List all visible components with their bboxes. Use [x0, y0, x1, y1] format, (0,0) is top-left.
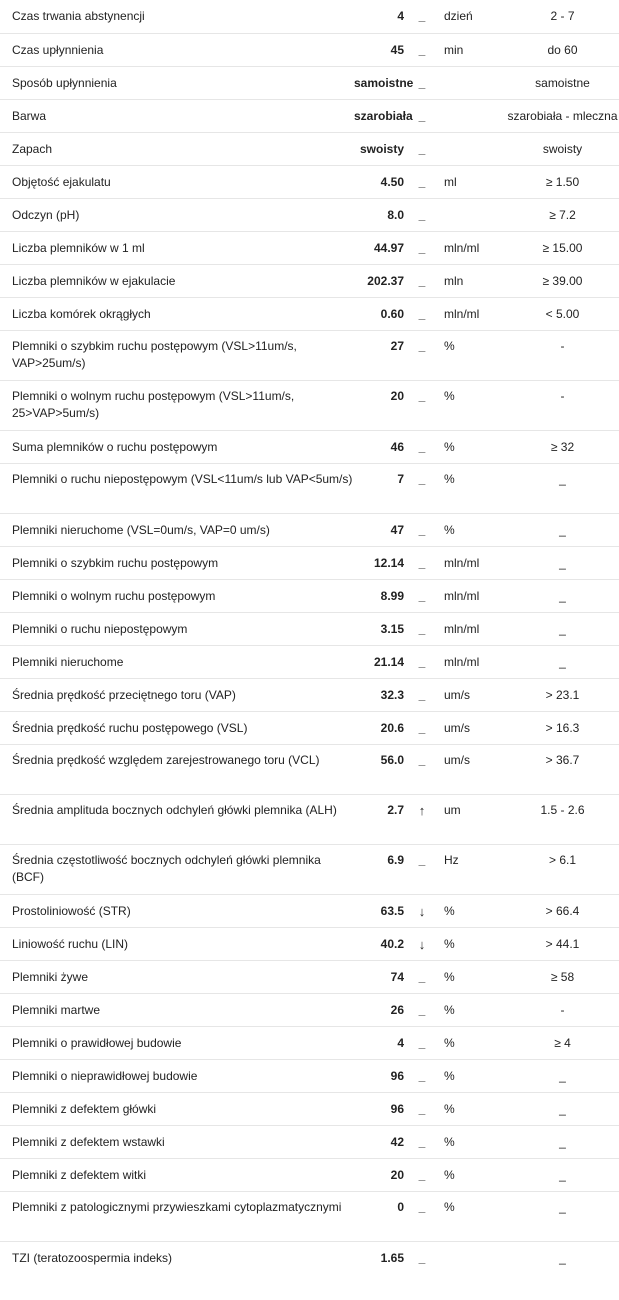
result-value: samoistne — [354, 66, 404, 99]
parameter-name: Średnia prędkość względem zarejestrowanego toru (VCL) — [0, 744, 354, 794]
result-unit: % — [440, 960, 506, 993]
reference-range: _ — [506, 463, 619, 513]
result-unit: % — [440, 513, 506, 546]
parameter-name: Czas trwania abstynencji — [0, 0, 354, 33]
result-value: 2.7 — [354, 794, 404, 844]
reference-range: ≥ 1.50 — [506, 165, 619, 198]
parameter-name: Plemniki o szybkim ruchu postępowym (VSL>11um/s, VAP>25um/s) — [0, 330, 354, 380]
table-row — [0, 463, 619, 513]
parameter-name: Prostoliniowość (STR) — [0, 894, 354, 927]
result-value: 0 — [354, 1191, 404, 1241]
result-unit: % — [440, 330, 506, 380]
result-value: 74 — [354, 960, 404, 993]
parameter-name: Plemniki o nieprawidłowej budowie — [0, 1059, 354, 1092]
result-value: 7 — [354, 463, 404, 513]
result-value: szarobiała — [354, 99, 404, 132]
result-unit: mln/ml — [440, 579, 506, 612]
arrow-up-icon: ↑ — [404, 794, 440, 844]
result-flag: _ — [404, 744, 440, 794]
result-flag: _ — [404, 1026, 440, 1059]
reference-range: 2 - 7 — [506, 0, 619, 33]
table-row — [0, 1191, 619, 1241]
result-flag: _ — [404, 579, 440, 612]
parameter-name: Odczyn (pH) — [0, 198, 354, 231]
parameter-name: Liczba plemników w ejakulacie — [0, 264, 354, 297]
result-flag: _ — [404, 1059, 440, 1092]
reference-range: < 5.00 — [506, 297, 619, 330]
reference-range: > 66.4 — [506, 894, 619, 927]
parameter-name: Plemniki z defektem witki — [0, 1158, 354, 1191]
parameter-name: Plemniki o wolnym ruchu postępowym — [0, 579, 354, 612]
table-row — [0, 198, 619, 231]
table-row — [0, 430, 619, 463]
result-value: 27 — [354, 330, 404, 380]
table-row — [0, 1241, 619, 1274]
result-value: 63.5 — [354, 894, 404, 927]
result-unit — [440, 66, 506, 99]
table-row — [0, 330, 619, 380]
reference-range: > 6.1 — [506, 844, 619, 894]
result-flag: _ — [404, 132, 440, 165]
result-unit: % — [440, 430, 506, 463]
result-flag: _ — [404, 612, 440, 645]
result-flag: _ — [404, 645, 440, 678]
table-row — [0, 894, 619, 927]
reference-range: > 44.1 — [506, 927, 619, 960]
parameter-name: Liczba komórek okrągłych — [0, 297, 354, 330]
reference-range: _ — [506, 645, 619, 678]
result-flag: _ — [404, 1092, 440, 1125]
reference-range: ≥ 7.2 — [506, 198, 619, 231]
reference-range: ≥ 15.00 — [506, 231, 619, 264]
result-value: 46 — [354, 430, 404, 463]
result-flag: _ — [418, 1250, 426, 1265]
result-flag: _ — [404, 264, 440, 297]
table-row — [0, 66, 619, 99]
parameter-name: Barwa — [0, 99, 354, 132]
result-value: 47 — [354, 513, 404, 546]
reference-range: swoisty — [506, 132, 619, 165]
result-flag: _ — [404, 430, 440, 463]
reference-range: - — [506, 993, 619, 1026]
result-unit: mln/ml — [440, 612, 506, 645]
table-row — [0, 927, 619, 960]
parameter-name: Zapach — [0, 132, 354, 165]
reference-range: szarobiała - mleczna — [506, 99, 619, 132]
result-flag: _ — [404, 380, 440, 430]
parameter-name: Liczba plemników w 1 ml — [0, 231, 354, 264]
result-unit: um/s — [440, 678, 506, 711]
result-value: 96 — [354, 1092, 404, 1125]
result-unit: um — [440, 794, 506, 844]
table-row — [0, 380, 619, 430]
result-flag: _ — [404, 678, 440, 711]
result-unit: % — [440, 380, 506, 430]
result-value: 20 — [354, 380, 404, 430]
table-row — [0, 165, 619, 198]
parameter-name: Średnia prędkość przeciętnego toru (VAP) — [0, 678, 354, 711]
reference-range: > 23.1 — [506, 678, 619, 711]
result-flag: _ — [404, 960, 440, 993]
result-flag: _ — [404, 330, 440, 380]
result-unit: mln/ml — [440, 645, 506, 678]
result-unit: ml — [440, 165, 506, 198]
reference-range: > 36.7 — [506, 744, 619, 794]
result-flag: _ — [404, 66, 440, 99]
result-flag: _ — [404, 99, 440, 132]
reference-range: > 16.3 — [506, 711, 619, 744]
parameter-name: Średnia częstotliwość bocznych odchyleń główki plemnika (BCF) — [0, 844, 354, 894]
parameter-name: Plemniki o ruchu niepostępowym (VSL<11um/s lub VAP<5um/s) — [0, 463, 354, 513]
reference-range: ≥ 58 — [506, 960, 619, 993]
table-row — [0, 579, 619, 612]
table-row — [0, 231, 619, 264]
parameter-name: Plemniki martwe — [0, 993, 354, 1026]
parameter-name: Średnia amplituda bocznych odchyleń główki plemnika (ALH) — [0, 794, 354, 844]
result-value: 8.0 — [354, 198, 404, 231]
result-value: 45 — [354, 33, 404, 66]
reference-range: _ — [506, 1092, 619, 1125]
parameter-name: Plemniki z patologicznymi przywieszkami cytoplazmatycznymi — [0, 1191, 354, 1241]
table-row — [0, 546, 619, 579]
result-value: 4.50 — [354, 165, 404, 198]
result-value: 40.2 — [354, 927, 404, 960]
result-value: 0.60 — [354, 297, 404, 330]
table-row — [0, 1158, 619, 1191]
table-row — [0, 794, 619, 844]
result-unit: % — [440, 1092, 506, 1125]
reference-range: - — [506, 330, 619, 380]
result-value: 56.0 — [354, 744, 404, 794]
reference-range: _ — [506, 1158, 619, 1191]
result-unit: % — [440, 1125, 506, 1158]
table-row — [0, 1125, 619, 1158]
result-flag: _ — [404, 844, 440, 894]
result-flag: _ — [404, 546, 440, 579]
result-unit: % — [440, 463, 506, 513]
table-row — [0, 264, 619, 297]
result-value: 202.37 — [354, 264, 404, 297]
result-flag: _ — [404, 711, 440, 744]
result-unit: % — [440, 1059, 506, 1092]
result-unit: % — [440, 894, 506, 927]
reference-range: _ — [506, 612, 619, 645]
table-row — [0, 0, 619, 33]
result-value: 4 — [354, 1026, 404, 1059]
result-value: 96 — [354, 1059, 404, 1092]
table-row — [0, 960, 619, 993]
result-flag: _ — [404, 1125, 440, 1158]
result-unit: Hz — [440, 844, 506, 894]
reference-range: samoistne — [506, 66, 619, 99]
result-unit: mln/ml — [440, 231, 506, 264]
reference-range: _ — [559, 1250, 566, 1265]
result-flag: _ — [404, 993, 440, 1026]
result-flag: _ — [404, 1191, 440, 1241]
result-flag: _ — [404, 0, 440, 33]
table-row — [0, 844, 619, 894]
result-value: 6.9 — [354, 844, 404, 894]
result-unit — [440, 99, 506, 132]
result-unit — [440, 132, 506, 165]
reference-range: ≥ 39.00 — [506, 264, 619, 297]
parameter-name: Plemniki o szybkim ruchu postępowym — [0, 546, 354, 579]
table-row — [0, 1059, 619, 1092]
reference-range: 1.5 - 2.6 — [506, 794, 619, 844]
table-row — [0, 993, 619, 1026]
parameter-name: Plemniki z defektem wstawki — [0, 1125, 354, 1158]
result-unit: mln — [440, 264, 506, 297]
result-unit: min — [440, 33, 506, 66]
result-flag: _ — [404, 33, 440, 66]
result-flag: _ — [404, 231, 440, 264]
parameter-name: Plemniki o wolnym ruchu postępowym (VSL>11um/s, 25>VAP>5um/s) — [0, 380, 354, 430]
result-value: 44.97 — [354, 231, 404, 264]
result-unit: um/s — [440, 711, 506, 744]
table-row — [0, 99, 619, 132]
table-row — [0, 744, 619, 794]
result-value: 8.99 — [354, 579, 404, 612]
reference-range: ≥ 4 — [506, 1026, 619, 1059]
result-unit — [440, 1241, 506, 1274]
arrow-down-icon: ↓ — [404, 927, 440, 960]
table-row — [0, 513, 619, 546]
result-flag: _ — [404, 463, 440, 513]
table-row — [0, 678, 619, 711]
reference-range: _ — [506, 1191, 619, 1241]
table-row — [0, 297, 619, 330]
result-value: 20.6 — [354, 711, 404, 744]
result-value: 26 — [354, 993, 404, 1026]
reference-range: ≥ 32 — [506, 430, 619, 463]
parameter-name: Plemniki nieruchome — [0, 645, 354, 678]
parameter-name: TZI (teratozoospermia indeks) — [12, 1250, 173, 1265]
table-row — [0, 1092, 619, 1125]
parameter-name: Objętość ejakulatu — [0, 165, 354, 198]
parameter-name: Średnia prędkość ruchu postępowego (VSL) — [0, 711, 354, 744]
result-flag: _ — [404, 1158, 440, 1191]
result-unit: mln/ml — [440, 546, 506, 579]
result-flag: _ — [404, 165, 440, 198]
parameter-name: Sposób upłynnienia — [0, 66, 354, 99]
result-value: 1.65 — [380, 1250, 404, 1265]
parameter-name: Czas upłynnienia — [0, 33, 354, 66]
result-value: 12.14 — [354, 546, 404, 579]
result-unit: % — [440, 1026, 506, 1059]
parameter-name: Plemniki nieruchome (VSL=0um/s, VAP=0 um/s) — [0, 513, 354, 546]
reference-range: _ — [506, 546, 619, 579]
reference-range: - — [506, 380, 619, 430]
result-unit: um/s — [440, 744, 506, 794]
result-flag: _ — [404, 297, 440, 330]
result-value: 42 — [354, 1125, 404, 1158]
parameter-name: Plemniki o ruchu niepostępowym — [0, 612, 354, 645]
reference-range: _ — [506, 1059, 619, 1092]
reference-range: _ — [506, 1125, 619, 1158]
parameter-name: Plemniki żywe — [0, 960, 354, 993]
result-value: swoisty — [354, 132, 404, 165]
result-unit — [440, 198, 506, 231]
parameter-name: Plemniki o prawidłowej budowie — [0, 1026, 354, 1059]
arrow-down-icon: ↓ — [404, 894, 440, 927]
reference-range: do 60 — [506, 33, 619, 66]
result-flag: _ — [404, 198, 440, 231]
result-unit: mln/ml — [440, 297, 506, 330]
result-unit: dzień — [440, 0, 506, 33]
parameter-name: Suma plemników o ruchu postępowym — [0, 430, 354, 463]
result-value: 21.14 — [354, 645, 404, 678]
result-unit: % — [440, 927, 506, 960]
result-flag: _ — [404, 513, 440, 546]
result-value: 32.3 — [354, 678, 404, 711]
result-unit: % — [440, 1191, 506, 1241]
table-row — [0, 711, 619, 744]
table-row — [0, 132, 619, 165]
result-unit: % — [440, 1158, 506, 1191]
table-row — [0, 645, 619, 678]
result-value: 4 — [354, 0, 404, 33]
parameter-name: Liniowość ruchu (LIN) — [0, 927, 354, 960]
parameter-name: Plemniki z defektem główki — [0, 1092, 354, 1125]
result-value: 3.15 — [354, 612, 404, 645]
table-row — [0, 33, 619, 66]
reference-range: _ — [506, 579, 619, 612]
result-value: 20 — [354, 1158, 404, 1191]
reference-range: _ — [506, 513, 619, 546]
result-unit: % — [440, 993, 506, 1026]
table-row — [0, 612, 619, 645]
table-row — [0, 1026, 619, 1059]
